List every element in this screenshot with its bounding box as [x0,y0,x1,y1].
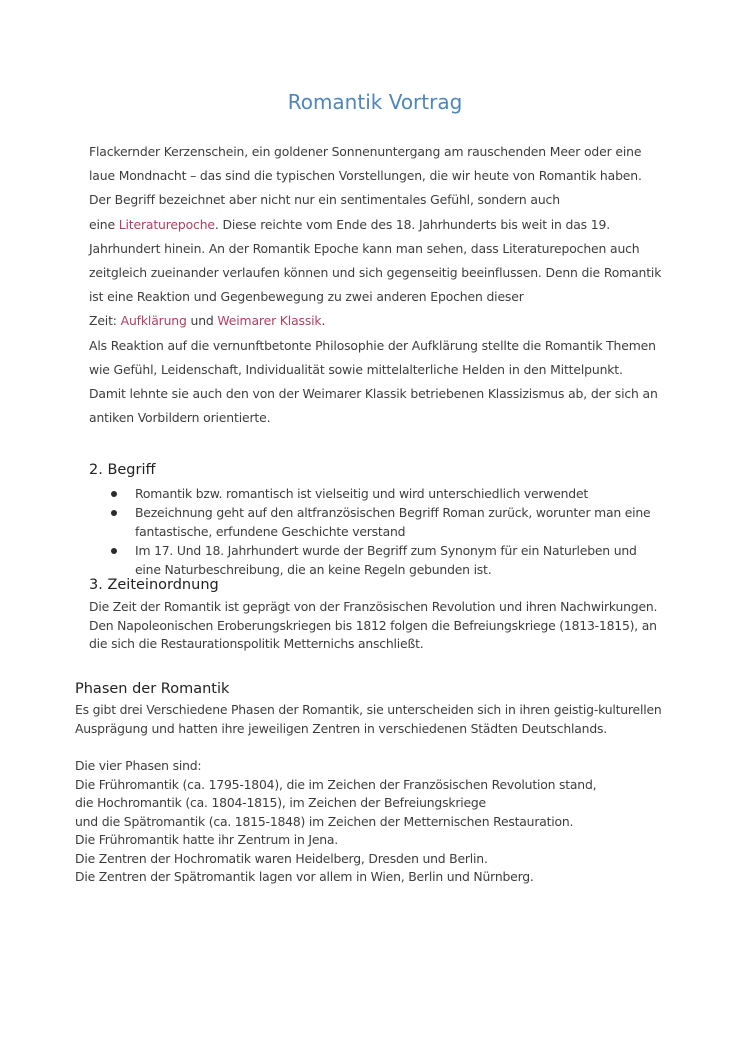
paragraph-line: Den Napoleonischen Eroberungskriegen bis 1812 folgen die Befreiungskriege (1813-1815), an [89,617,657,633]
list-item-text [135,541,669,579]
intro-line: Als Reaktion auf die vernunftbetonte Philosophie der Aufklärung stellte die Romantik Themen [89,337,656,353]
list-item-line: Im 17. Und 18. Jahrhundert wurde der Begriff zum Synonym für ein Naturleben und [135,543,637,558]
intro-line: ist eine Reaktion und Gegenbewegung zu zwei anderen Epochen dieser [89,289,524,305]
list-item-line: Bezeichnung geht auf den altfranzösischen Begriff Roman zurück, worunter man eine [135,505,651,520]
intro-text: Zeit: [89,313,121,329]
intro-line: wie Gefühl, Leidenschaft, Individualität sowie mittelalterliche Helden in den Mittelpunkt. [89,361,623,377]
phasen-intro-paragraph [75,701,662,738]
bullet-icon [111,548,117,554]
list-item [89,541,669,579]
begriff-heading: 2. Begriff [89,462,156,478]
paragraph-line: Die Zentren der Spätromantik lagen vor allem in Wien, Berlin und Nürnberg. [75,869,534,884]
paragraph-line: Ausprägung und hatten ihre jeweiligen Zentren in verschiedenen Städten Deutschlands. [75,720,607,736]
paragraph-line: die Hochromantik (ca. 1804-1815), im Zeichen der Befreiungskriege [75,795,486,810]
intro-line: Jahrhundert hinein. An der Romantik Epoche kann man sehen, dass Literaturepochen auch [89,240,640,256]
list-item-line: fantastische, erfundene Geschichte verstand [135,524,406,539]
list-item-line: Romantik bzw. romantisch ist vielseitig und wird unterschiedlich verwendet [135,486,589,501]
intro-paragraph [89,140,689,430]
intro-line: zeitgleich zueinander verlaufen können und sich gegenseitig beeinflussen. Denn die Romantik [89,265,662,281]
intro-line: Damit lehnte sie auch den von der Weimarer Klassik betriebenen Klassizismus ab, der sich an [89,386,658,402]
intro-line [89,309,689,333]
intro-text: eine [89,216,119,232]
paragraph-line: und die Spätromantik (ca. 1815-1848) im Zeichen der Metternischen Restauration. [75,813,574,829]
intro-line: laue Mondnacht – das sind die typischen Vorstellungen, die wir heute von Romantik haben. [89,168,642,184]
phasen-list-paragraph [75,757,596,887]
paragraph-line: die sich die Restaurationspolitik Metternichs anschließt. [89,636,424,651]
zeiteinordnung-paragraph [89,598,657,654]
phasen-heading: Phasen der Romantik [75,681,230,697]
document-title: Romantik Vortrag [287,90,463,114]
paragraph-line: Die Frühromantik hatte ihr Zentrum in Jena. [75,832,339,847]
paragraph-line: Die Zentren der Hochromatik waren Heidelberg, Dresden und Berlin. [75,850,488,866]
bullet-icon [111,510,117,516]
bullet-icon [111,491,117,497]
paragraph-line: Es gibt drei Verschiedene Phasen der Romantik, sie unterscheiden sich in ihren geistig-kulturellen [75,702,662,717]
weimarer-klassik-link[interactable]: Weimarer Klassik [217,313,322,329]
list-item-text [135,484,669,503]
begriff-list [89,484,669,579]
intro-text: und [186,313,218,329]
aufklaerung-link[interactable]: Aufklärung [120,313,187,329]
intro-text: . Diese reichte vom Ende des 18. Jahrhunderts bis weit in das 19. [214,216,611,232]
list-item-line: eine Naturbeschreibung, die an keine Regeln gebunden ist. [135,562,492,577]
intro-line: Der Begriff bezeichnet aber nicht nur ein sentimentales Gefühl, sondern auch [89,192,560,208]
paragraph-line: Die Zeit der Romantik ist geprägt von der Französischen Revolution und ihren Nachwirkungen. [89,599,658,614]
list-item [89,484,669,503]
list-item-text [135,503,669,541]
paragraph-line: Die vier Phasen sind: [75,758,202,773]
list-item [89,503,669,541]
paragraph-line: Die Frühromantik (ca. 1795-1804), die im Zeichen der Französischen Revolution stand, [75,776,597,792]
intro-line [89,213,689,237]
literaturepoche-link[interactable]: Literaturepoche [118,216,215,232]
intro-line: Flackernder Kerzenschein, ein goldener Sonnenuntergang am rauschenden Meer oder eine [89,144,642,159]
intro-text: . [321,313,326,329]
zeiteinordnung-heading: 3. Zeiteinordnung [89,577,219,593]
intro-line: antiken Vorbildern orientierte. [89,410,271,426]
